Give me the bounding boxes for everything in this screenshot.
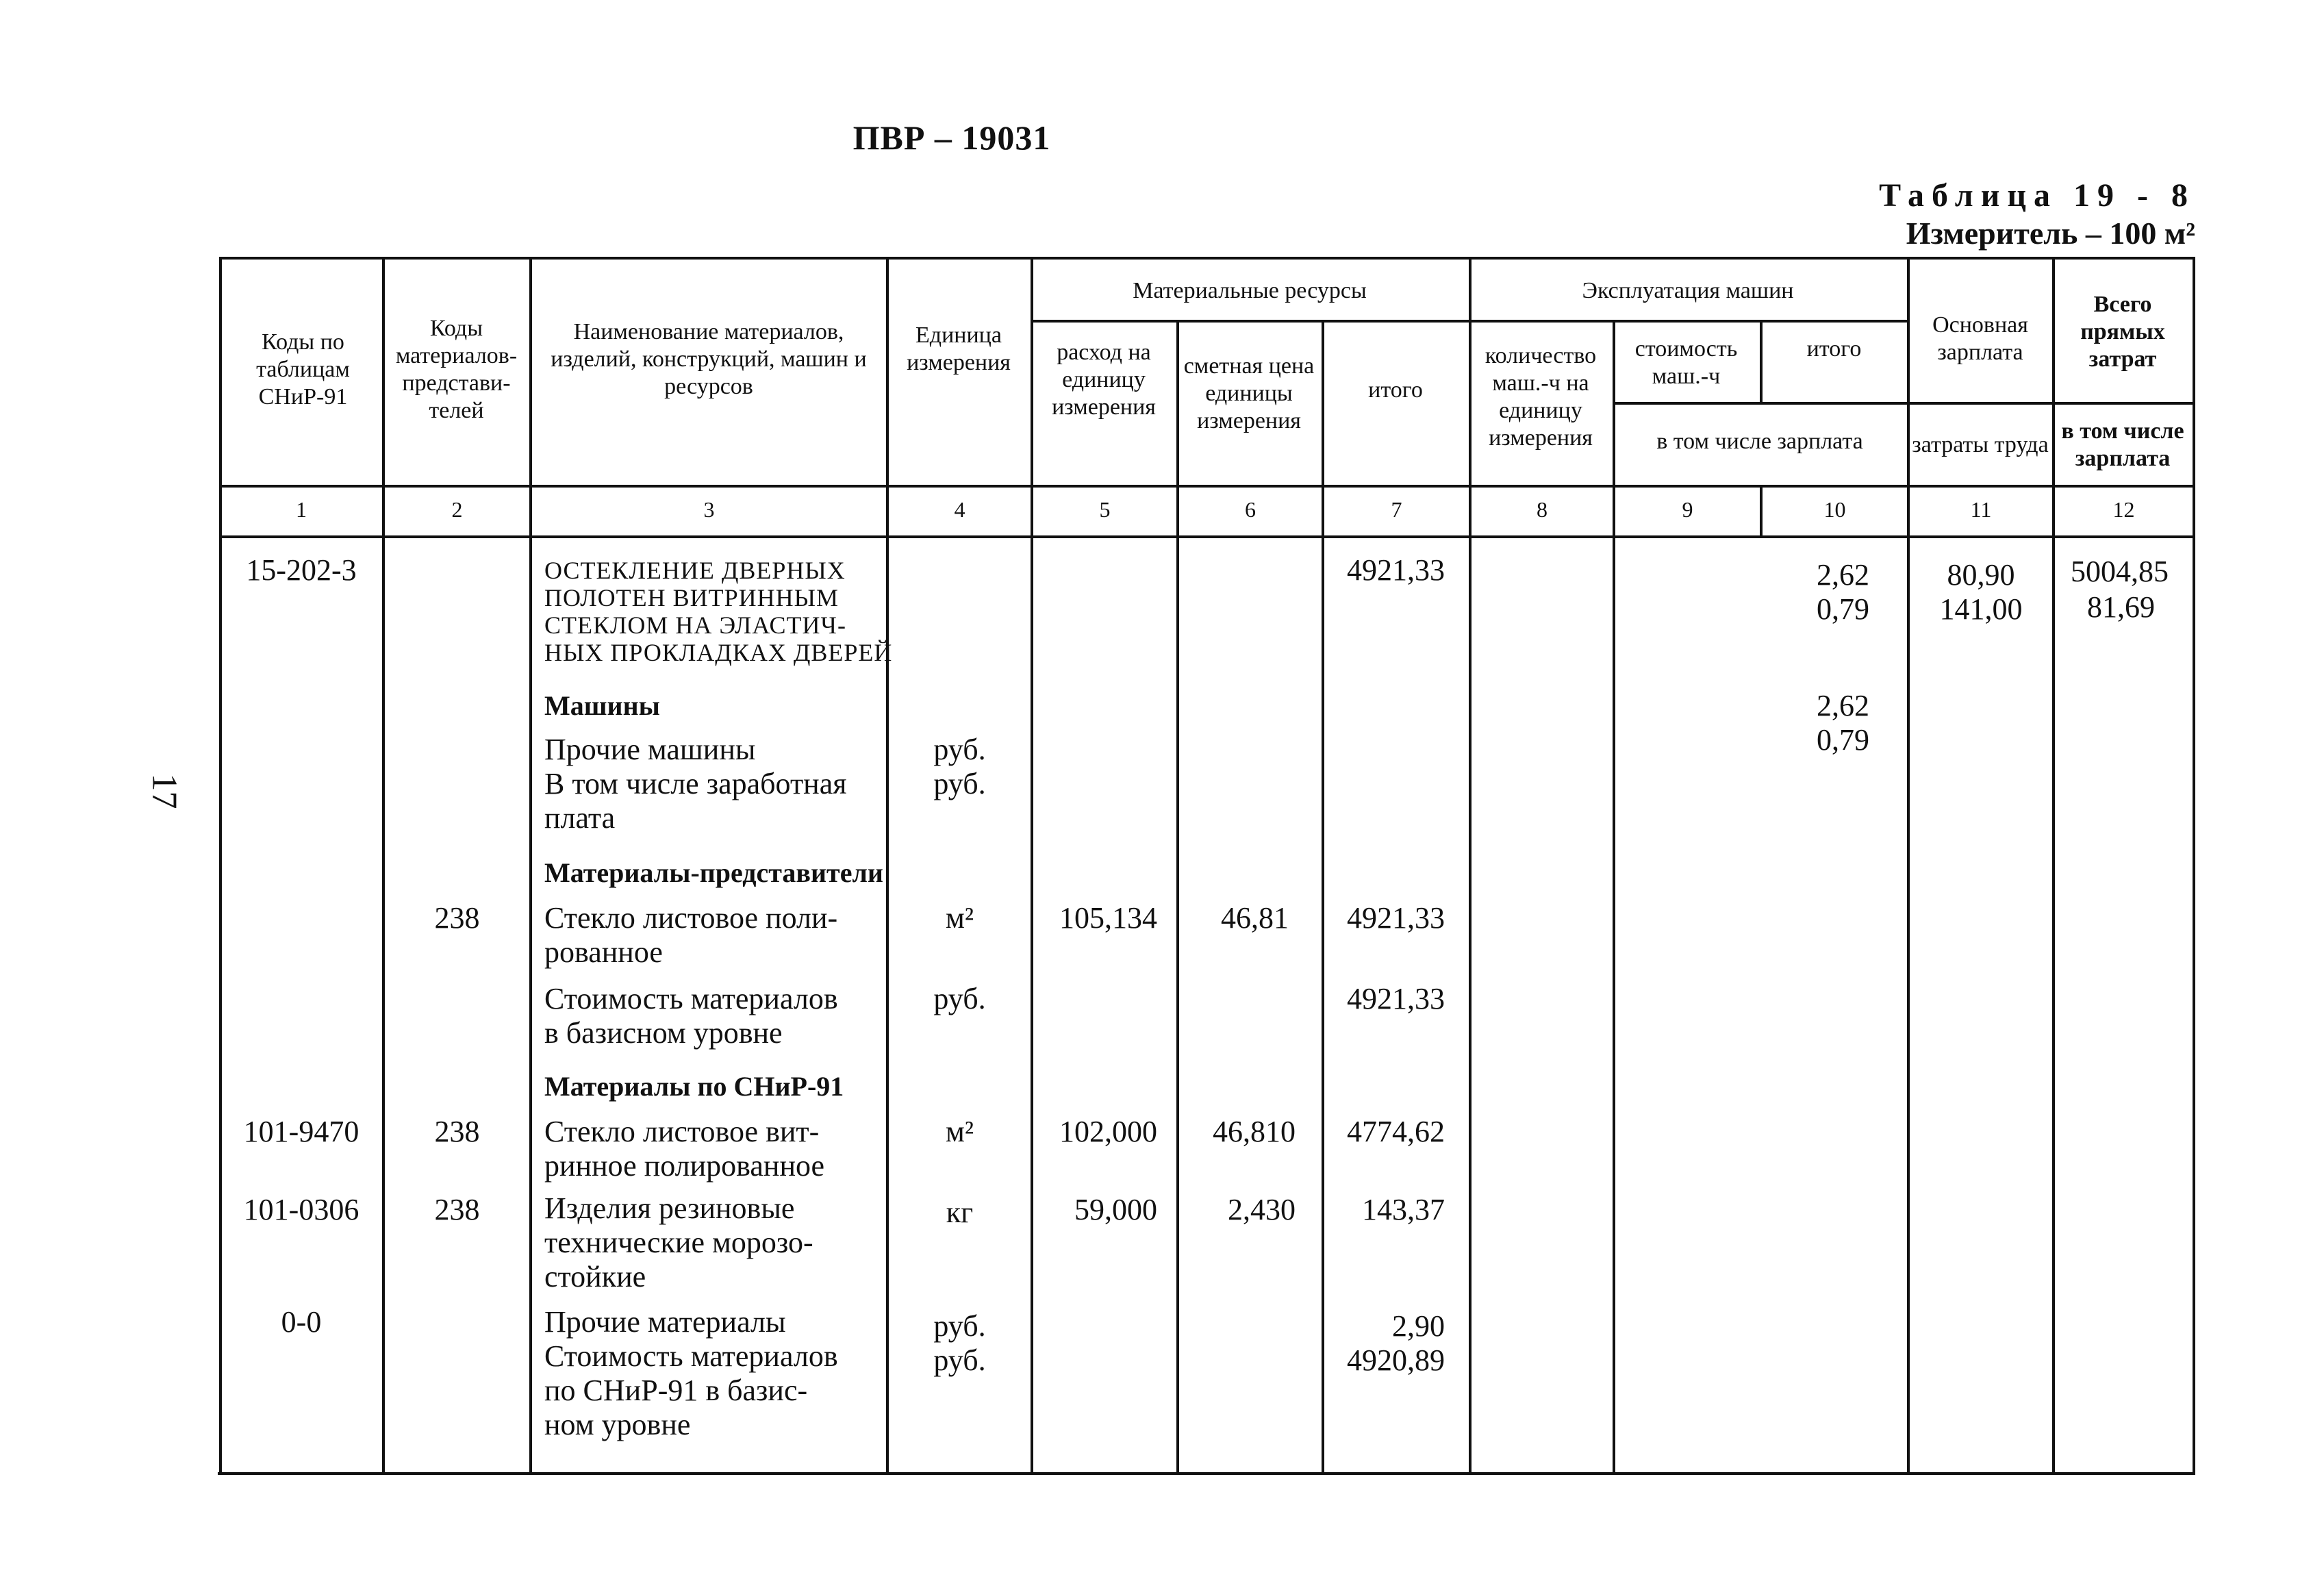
c12-subheader-divider: [2052, 402, 2194, 405]
col-border-10: [1907, 257, 1910, 1475]
header-material-group: Материальные ресурсы: [1133, 278, 1367, 303]
col-border-5: [1176, 320, 1179, 1475]
row-title-c10-1: 2,62: [1817, 558, 1869, 592]
rubber-unit: кг: [946, 1196, 974, 1229]
measure-label: Измеритель – 100 м²: [1906, 216, 2195, 251]
col-number-10: 10: [1823, 497, 1846, 522]
col-number-11: 11: [1970, 497, 1992, 522]
snip-cost-line-1: Стоимость материалов: [544, 1339, 838, 1373]
row-title-c11-2: 141,00: [1939, 592, 2023, 626]
col-border-3: [886, 257, 889, 1475]
row-title-c12-2: 81,69: [2087, 590, 2155, 624]
cost-base-line-2: в базисном уровне: [544, 1016, 783, 1050]
rubber-code: 101-0306: [243, 1193, 359, 1226]
cost-base-line-1: Стоимость материалов: [544, 982, 838, 1015]
machines-c10-2: 0,79: [1817, 723, 1869, 757]
row-title-line-4: НЫХ ПРОКЛАДКАХ ДВЕРЕЙ: [544, 639, 893, 666]
table-header-bottom-border: [220, 485, 2194, 488]
header-col-11: Основная зарплата: [1932, 312, 2028, 365]
glass-rep: 238: [434, 1115, 480, 1148]
rubber-qty: 59,000: [1074, 1193, 1157, 1226]
header-col-9: стоимость маш.-ч: [1634, 336, 1738, 389]
rubber-total: 143,37: [1362, 1193, 1445, 1226]
other-total: 2,90: [1392, 1309, 1445, 1343]
glass-rep-total: 4921,33: [1347, 901, 1445, 935]
cost-base-unit: руб.: [933, 982, 986, 1015]
row-title-c10-2: 0,79: [1817, 592, 1869, 626]
other-machines-unit: руб.: [933, 733, 986, 766]
col-border-left: [219, 257, 222, 1475]
table-label: Таблица 19 - 8: [1879, 177, 2195, 214]
glass-rep-price: 46,81: [1221, 901, 1289, 935]
col-border-7: [1469, 257, 1472, 1475]
header-col-11-sub: затраты труда: [1912, 432, 2049, 457]
header-machine-group: Эксплуатация машин: [1582, 278, 1794, 303]
machines-header: Машины: [544, 690, 660, 721]
row-title-c12-1: 5004,85: [2071, 555, 2169, 588]
machine-group-divider: [1469, 320, 1907, 323]
col-border-2: [529, 257, 532, 1475]
table-numbers-bottom-border: [220, 535, 2194, 538]
rubber-name-2: технические морозо-: [544, 1226, 813, 1259]
header-col-10: итого: [1806, 336, 1862, 362]
machine-subheader-divider: [1613, 402, 1907, 405]
cost-base-total: 4921,33: [1347, 982, 1445, 1015]
col-border-11: [2052, 257, 2055, 1475]
col-number-5: 5: [1099, 497, 1111, 522]
col-number-3: 3: [703, 497, 715, 522]
snip-materials-header: Материалы по СНиР-91: [544, 1071, 844, 1102]
glass-code: 101-9470: [243, 1115, 359, 1148]
page-number: 17: [144, 773, 184, 809]
glass-name-2: ринное полированное: [544, 1149, 825, 1183]
rubber-rep: 238: [434, 1193, 480, 1226]
header-col-12: Всего прямых затрат: [2080, 292, 2165, 372]
incl-salary-unit: руб.: [933, 767, 986, 800]
snip-cost-total: 4920,89: [1347, 1343, 1445, 1377]
header-col-1: Коды по таблицам СНиР-91: [256, 329, 350, 409]
table-top-border: [220, 257, 2194, 260]
header-col-7: итого: [1368, 377, 1423, 403]
other-code: 0-0: [281, 1305, 322, 1339]
col-border-6: [1322, 320, 1324, 1475]
incl-salary-line-2: плата: [544, 801, 616, 835]
c11-subheader-divider: [1907, 402, 2052, 405]
row-code-main: 15-202-3: [246, 553, 357, 587]
header-col-3: Наименование материалов, изделий, конструкций, машин и ресурсов: [551, 319, 867, 399]
header-col-12-sub: в том числе зарплата: [2061, 418, 2184, 471]
incl-salary-line-1: В том числе заработная: [544, 767, 847, 800]
snip-cost-line-2: по СНиР-91 в базис-: [544, 1374, 808, 1407]
col-number-4: 4: [954, 497, 965, 522]
glass-price: 46,810: [1213, 1115, 1296, 1148]
col-number-9: 9: [1682, 497, 1693, 522]
rubber-name-1: Изделия резиновые: [544, 1191, 795, 1225]
other-name: Прочие материалы: [544, 1305, 786, 1339]
col-border-8: [1613, 320, 1615, 1475]
glass-name-1: Стекло листовое вит-: [544, 1115, 820, 1148]
col-number-7: 7: [1391, 497, 1402, 522]
glass-rep-qty: 105,134: [1059, 901, 1157, 935]
document-title: ПВР – 19031: [852, 118, 1051, 157]
glass-rep-name-2: рованное: [544, 935, 663, 969]
row-title-line-2: ПОЛОТЕН ВИТРИННЫМ: [544, 584, 839, 611]
col-border-1: [382, 257, 385, 1475]
header-col-5: расход на единицу измерения: [1052, 340, 1156, 420]
row-title-total: 4921,33: [1347, 553, 1445, 587]
snip-cost-unit: руб.: [933, 1343, 986, 1377]
col-border-9: [1760, 320, 1763, 402]
glass-rep-code: 238: [434, 901, 480, 935]
col-number-6: 6: [1245, 497, 1256, 522]
row-title-line-3: СТЕКЛОМ НА ЭЛАСТИЧ-: [544, 611, 846, 639]
glass-rep-unit: м²: [945, 901, 974, 935]
glass-qty: 102,000: [1059, 1115, 1157, 1148]
header-col-8: количество маш.-ч на единицу измерения: [1485, 343, 1597, 451]
snip-cost-line-3: ном уровне: [544, 1408, 691, 1441]
glass-rep-name-1: Стекло листовое поли-: [544, 901, 838, 935]
rubber-price: 2,430: [1228, 1193, 1296, 1226]
header-col-4: Единица измерения: [907, 323, 1011, 375]
col-number-8: 8: [1537, 497, 1548, 522]
rubber-name-3: стойкие: [544, 1260, 646, 1293]
row-title-c11-1: 80,90: [1947, 558, 2015, 592]
col-number-2: 2: [451, 497, 463, 522]
glass-total: 4774,62: [1347, 1115, 1445, 1148]
header-col-2: Коды материалов-представи-телей: [395, 316, 518, 423]
rep-materials-header: Материалы-представители: [544, 857, 883, 888]
machines-c10-1: 2,62: [1817, 689, 1869, 722]
other-machines-name: Прочие машины: [544, 733, 756, 766]
material-group-divider: [1031, 320, 1469, 323]
glass-unit: м²: [945, 1115, 974, 1148]
other-unit: руб.: [933, 1309, 986, 1343]
col-border-right: [2193, 257, 2195, 1475]
table-bottom-border: [218, 1472, 2194, 1475]
header-col-9-10-sub: в том числе зарплата: [1656, 429, 1863, 454]
col-number-1: 1: [296, 497, 307, 522]
col-border-4: [1031, 257, 1033, 1475]
row-title-line-1: ОСТЕКЛЕНИЕ ДВЕРНЫХ: [544, 557, 846, 584]
header-col-6: сметная цена единицы измерения: [1183, 353, 1315, 433]
col-number-12: 12: [2112, 497, 2135, 522]
